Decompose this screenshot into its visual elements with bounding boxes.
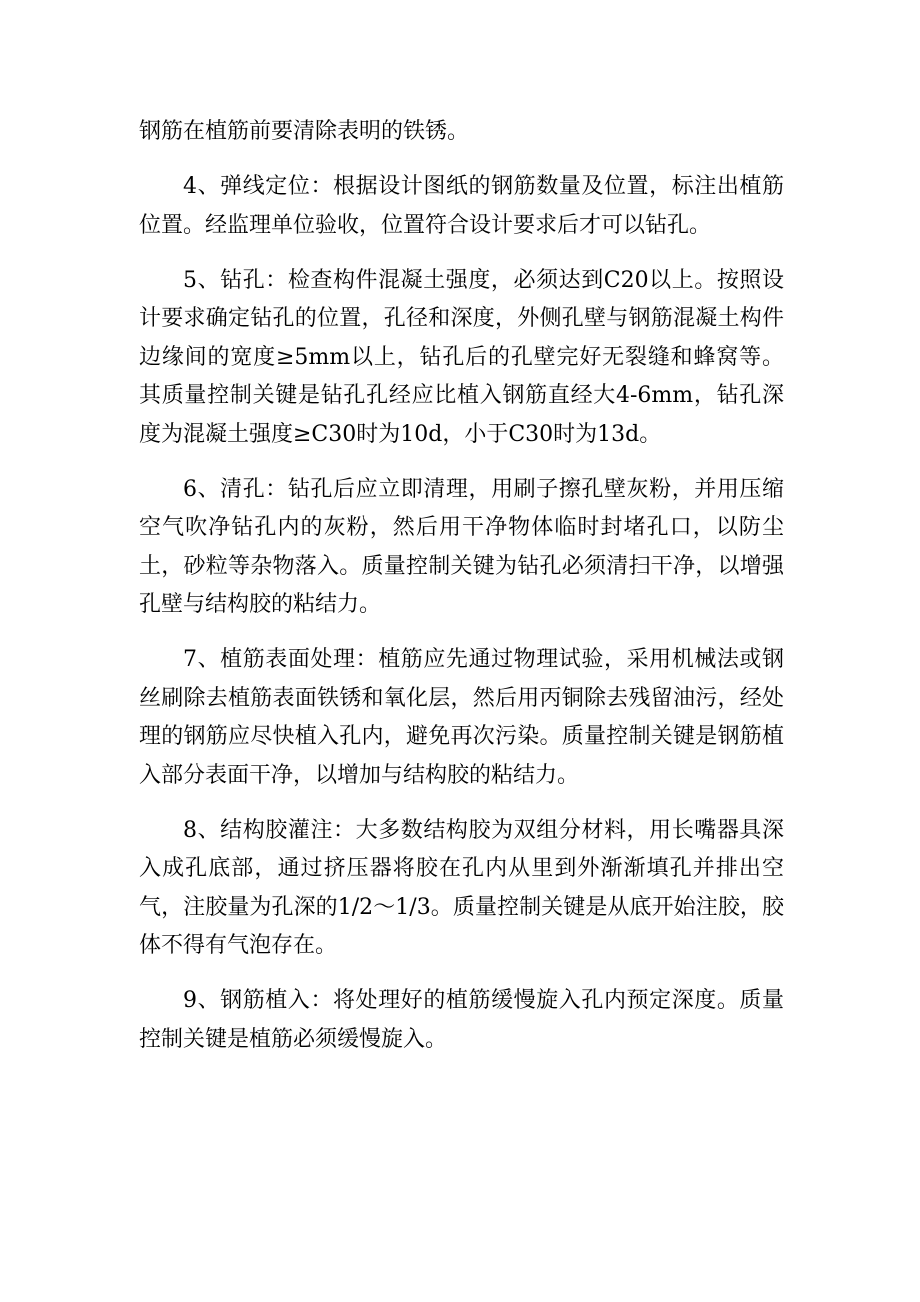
document-body	[139, 113, 784, 1076]
paragraph-step-6: 6、清孔：钻孔后应立即清理，用刷子擦孔壁灰粉，并用压缩空气吹净钻孔内的灰粉，然后用干净物体临时封堵孔口，以防尘土，砂粒等杂物落入。质量控制关键为钻孔必须清扫干净，以增强孔壁与结构胶的粘结力。	[139, 476, 784, 617]
paragraph-step-5: 5、钻孔：检查构件混凝土强度，必须达到C20以上。按照设计要求确定钻孔的位置，孔径和深度，外侧孔壁与钢筋混凝土构件边缘间的宽度≥5mm以上，钻孔后的孔壁完好无裂缝和蜂窝等。其质量控制关键是钻孔孔经应比植入钢筋直经大4-6mm，钻孔深度为混凝土强度≥C30时为10d，小于C30时为13d。	[139, 267, 784, 447]
paragraph-step-7: 7、植筋表面处理：植筋应先通过物理试验，采用机械法或钢丝刷除去植筋表面铁锈和氧化层，然后用丙铜除去残留油污，经处理的钢筋应尽快植入孔内，避免再次污染。质量控制关键是钢筋植入部分表面干净，以增加与结构胶的粘结力。	[139, 647, 784, 788]
paragraph-continuation: 钢筋在植筋前要清除表明的铁锈。	[139, 119, 470, 144]
paragraph-step-8: 8、结构胶灌注：大多数结构胶为双组分材料，用长嘴器具深入成孔底部，通过挤压器将胶在孔内从里到外渐渐填孔并排出空气，注胶量为孔深的1/2～1/3。质量控制关键是从底开始注胶，胶体不得有气泡存在。	[139, 817, 784, 958]
paragraph-step-9: 9、钢筋植入：将处理好的植筋缓慢旋入孔内预定深度。质量控制关键是植筋必须缓慢旋入。	[139, 988, 784, 1052]
paragraph-step-4: 4、弹线定位：根据设计图纸的钢筋数量及位置，标注出植筋位置。经监理单位验收，位置符合设计要求后才可以钻孔。	[139, 174, 784, 238]
